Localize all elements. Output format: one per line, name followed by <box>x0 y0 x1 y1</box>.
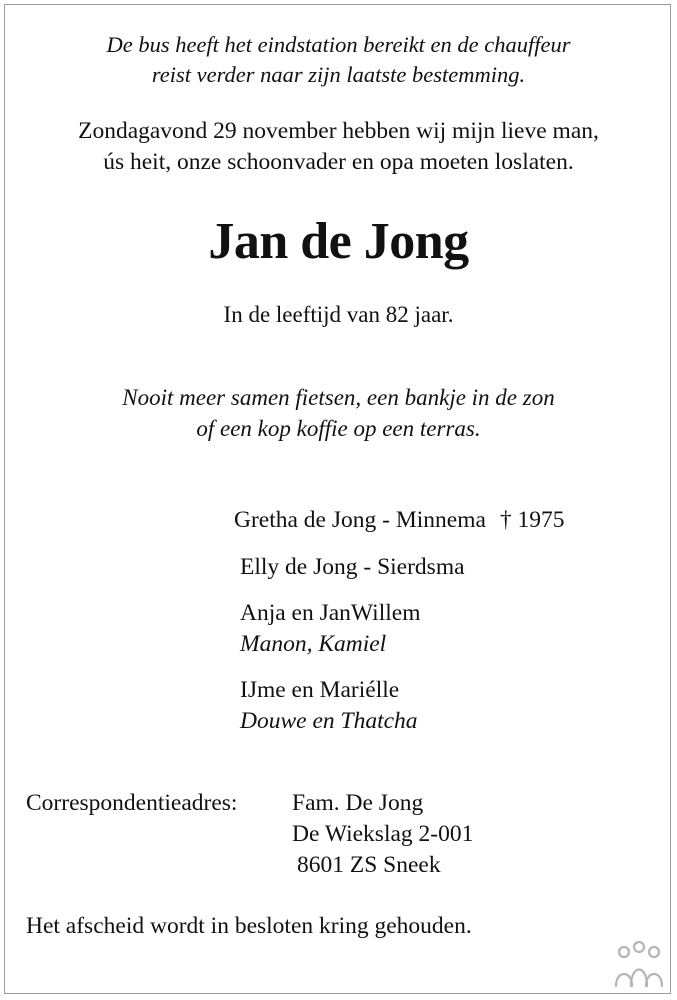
age-line: In de leeftijd van 82 jaar. <box>223 302 454 327</box>
intro-line-1: Zondagavond 29 november hebben wij mijn lieve man, <box>78 118 599 144</box>
motto-line-2: reist verder naar zijn laatste bestemming. <box>151 62 526 87</box>
family-wife-2: Elly de Jong - Sierdsma <box>240 554 465 580</box>
family-child-2-grandchildren: Douwe en Thatcha <box>240 708 418 734</box>
family-child-1: Anja en JanWillem <box>240 600 421 626</box>
quote-line-2: of een kop koffie op een terras. <box>196 416 481 441</box>
intro-line-2: ús heit, onze schoonvader en opa moeten loslaten. <box>103 149 574 175</box>
correspondence-line-3: 8601 ZS Sneek <box>297 852 441 878</box>
motto-line-1: De bus heeft het eindstation bereikt en de chauffeur <box>106 32 571 57</box>
correspondence-line-2: De Wiekslag 2-001 <box>292 821 474 847</box>
quote-line-1: Nooit meer samen fietsen, een bankje in de zon <box>122 385 555 410</box>
deceased-name: Jan de Jong <box>208 213 469 270</box>
family-child-1-grandchildren: Manon, Kamiel <box>240 631 387 657</box>
family-group-icon <box>614 940 664 988</box>
family-wife-1-name: Gretha de Jong - Minnema <box>234 507 486 533</box>
correspondence-label: Correspondentieadres: <box>26 790 238 816</box>
correspondence-line-1: Fam. De Jong <box>292 790 424 816</box>
family-child-2: IJme en Mariélle <box>240 677 400 703</box>
closing-line: Het afscheid wordt in besloten kring gehouden. <box>26 913 472 939</box>
family-wife-1 <box>234 505 565 536</box>
family-wife-1-death: † 1975 <box>499 507 565 533</box>
